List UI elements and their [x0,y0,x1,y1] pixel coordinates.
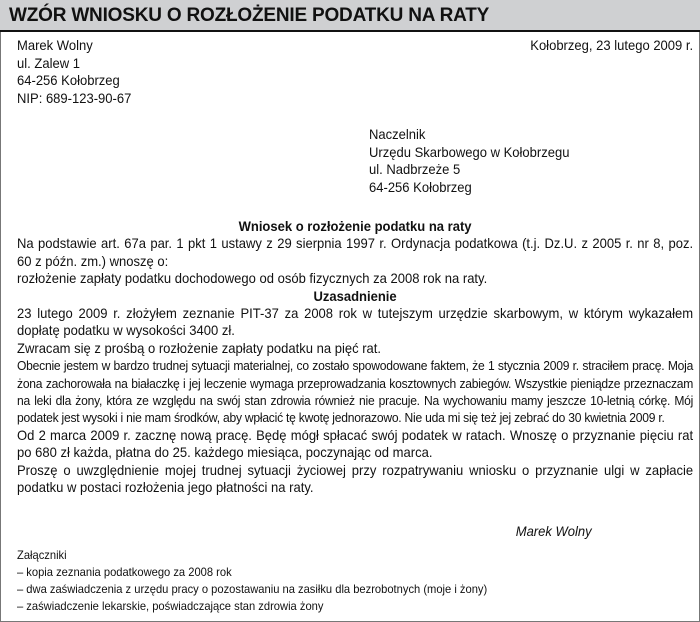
document-title: WZÓR WNIOSKU O ROZŁOŻENIE PODATKU NA RATY [0,0,700,32]
justification-paragraph: Zwracam się z prośbą o rozłożenie zapłaty podatku na pięć rat. [17,339,382,356]
recipient-line: 64-256 Kołobrzeg [369,178,472,195]
request-heading: Wniosek o rozłożenie podatku na raty [238,218,472,234]
request-paragraph: Na podstawie art. 67a par. 1 pkt 1 ustawy z 29 sierpnia 1997 r. Ordynacja podatkowa (t.j. Dz.U. z 2005 r. nr 8, poz. 60 z późn. zm.) wnoszę o: [17,235,694,269]
justification-heading: Uzasadnienie [313,287,397,304]
sender-city: 64-256 Kołobrzeg [17,72,120,88]
attachments-heading: Załączniki [17,548,67,562]
recipient-address [369,126,569,196]
recipient-line: ul. Nadbrzeże 5 [369,161,461,177]
letter-body [17,218,693,497]
attachment-item: – dwa zaświadczenia z urzędu pracy o pozostawaniu na zasiłku dla bezrobotnych (moje i żony) [17,582,488,596]
justification-paragraph: Obecnie jestem w bardzo trudnej sytuacji materialnej, co zostało spowodowane faktem, że 1 stycznia 2009 r. straciłem pracę. Moja żona zachorowała na białaczkę i jej leczenie wymaga przeprowadzania kosztownych zabiegów. Wszystkie pieniądze przeznaczam na leki dla żony, która ze względu na swój stan zdrowia również nie pracuje. Na wychowaniu mamy jeszcze 10-letnią córkę. Mój podatek jest wysoki i nie mam środków, aby wpłacić tę kwotę jednorazowo. Nie uda mi się też jej zebrać do 30 kwietnia 2009 r. [17,358,694,426]
recipient-line: Naczelnik [369,126,426,142]
justification-paragraph: Od 2 marca 2009 r. zacznę nową pracę. Będę mógł spłacać swój podatek w ratach. Wnoszę o przyznanie pięciu rat po 680 zł każda, płatna do 25. każdego miesiąca, poczynając od marca. [17,426,694,461]
letter-date: Kołobrzeg, 23 lutego 2009 r. [530,37,693,53]
justification-paragraph: Proszę o uwzględnienie mojej trudnej sytuacji życiowej przy rozpatrywaniu wniosku o przyznanie ulgi w zapłacie podatku w postaci rozłożenia jego płatności na raty. [17,461,694,496]
sender-street: ul. Zalew 1 [17,54,80,71]
attachment-item: – zaświadczenie lekarskie, poświadczające stan zdrowia żony [17,599,324,613]
sender-name: Marek Wolny [17,37,93,53]
sender-nip: NIP: 689-123-90-67 [17,89,132,106]
attachment-item: – kopia zeznania podatkowego za 2008 rok [17,565,232,579]
request-paragraph: rozłożenie zapłaty podatku dochodowego od osób fizycznych za 2008 rok na raty. [17,270,488,287]
justification-paragraph: 23 lutego 2009 r. złożyłem zeznanie PIT-37 za 2008 rok w tutejszym urzędzie skarbowym, w którym wykazałem dopłatę podatku w wysokości 3400 zł. [17,305,694,339]
recipient-line: Urzędu Skarbowego w Kołobrzegu [369,143,570,160]
signature: Marek Wolny [516,523,592,539]
attachments-list [17,547,487,615]
